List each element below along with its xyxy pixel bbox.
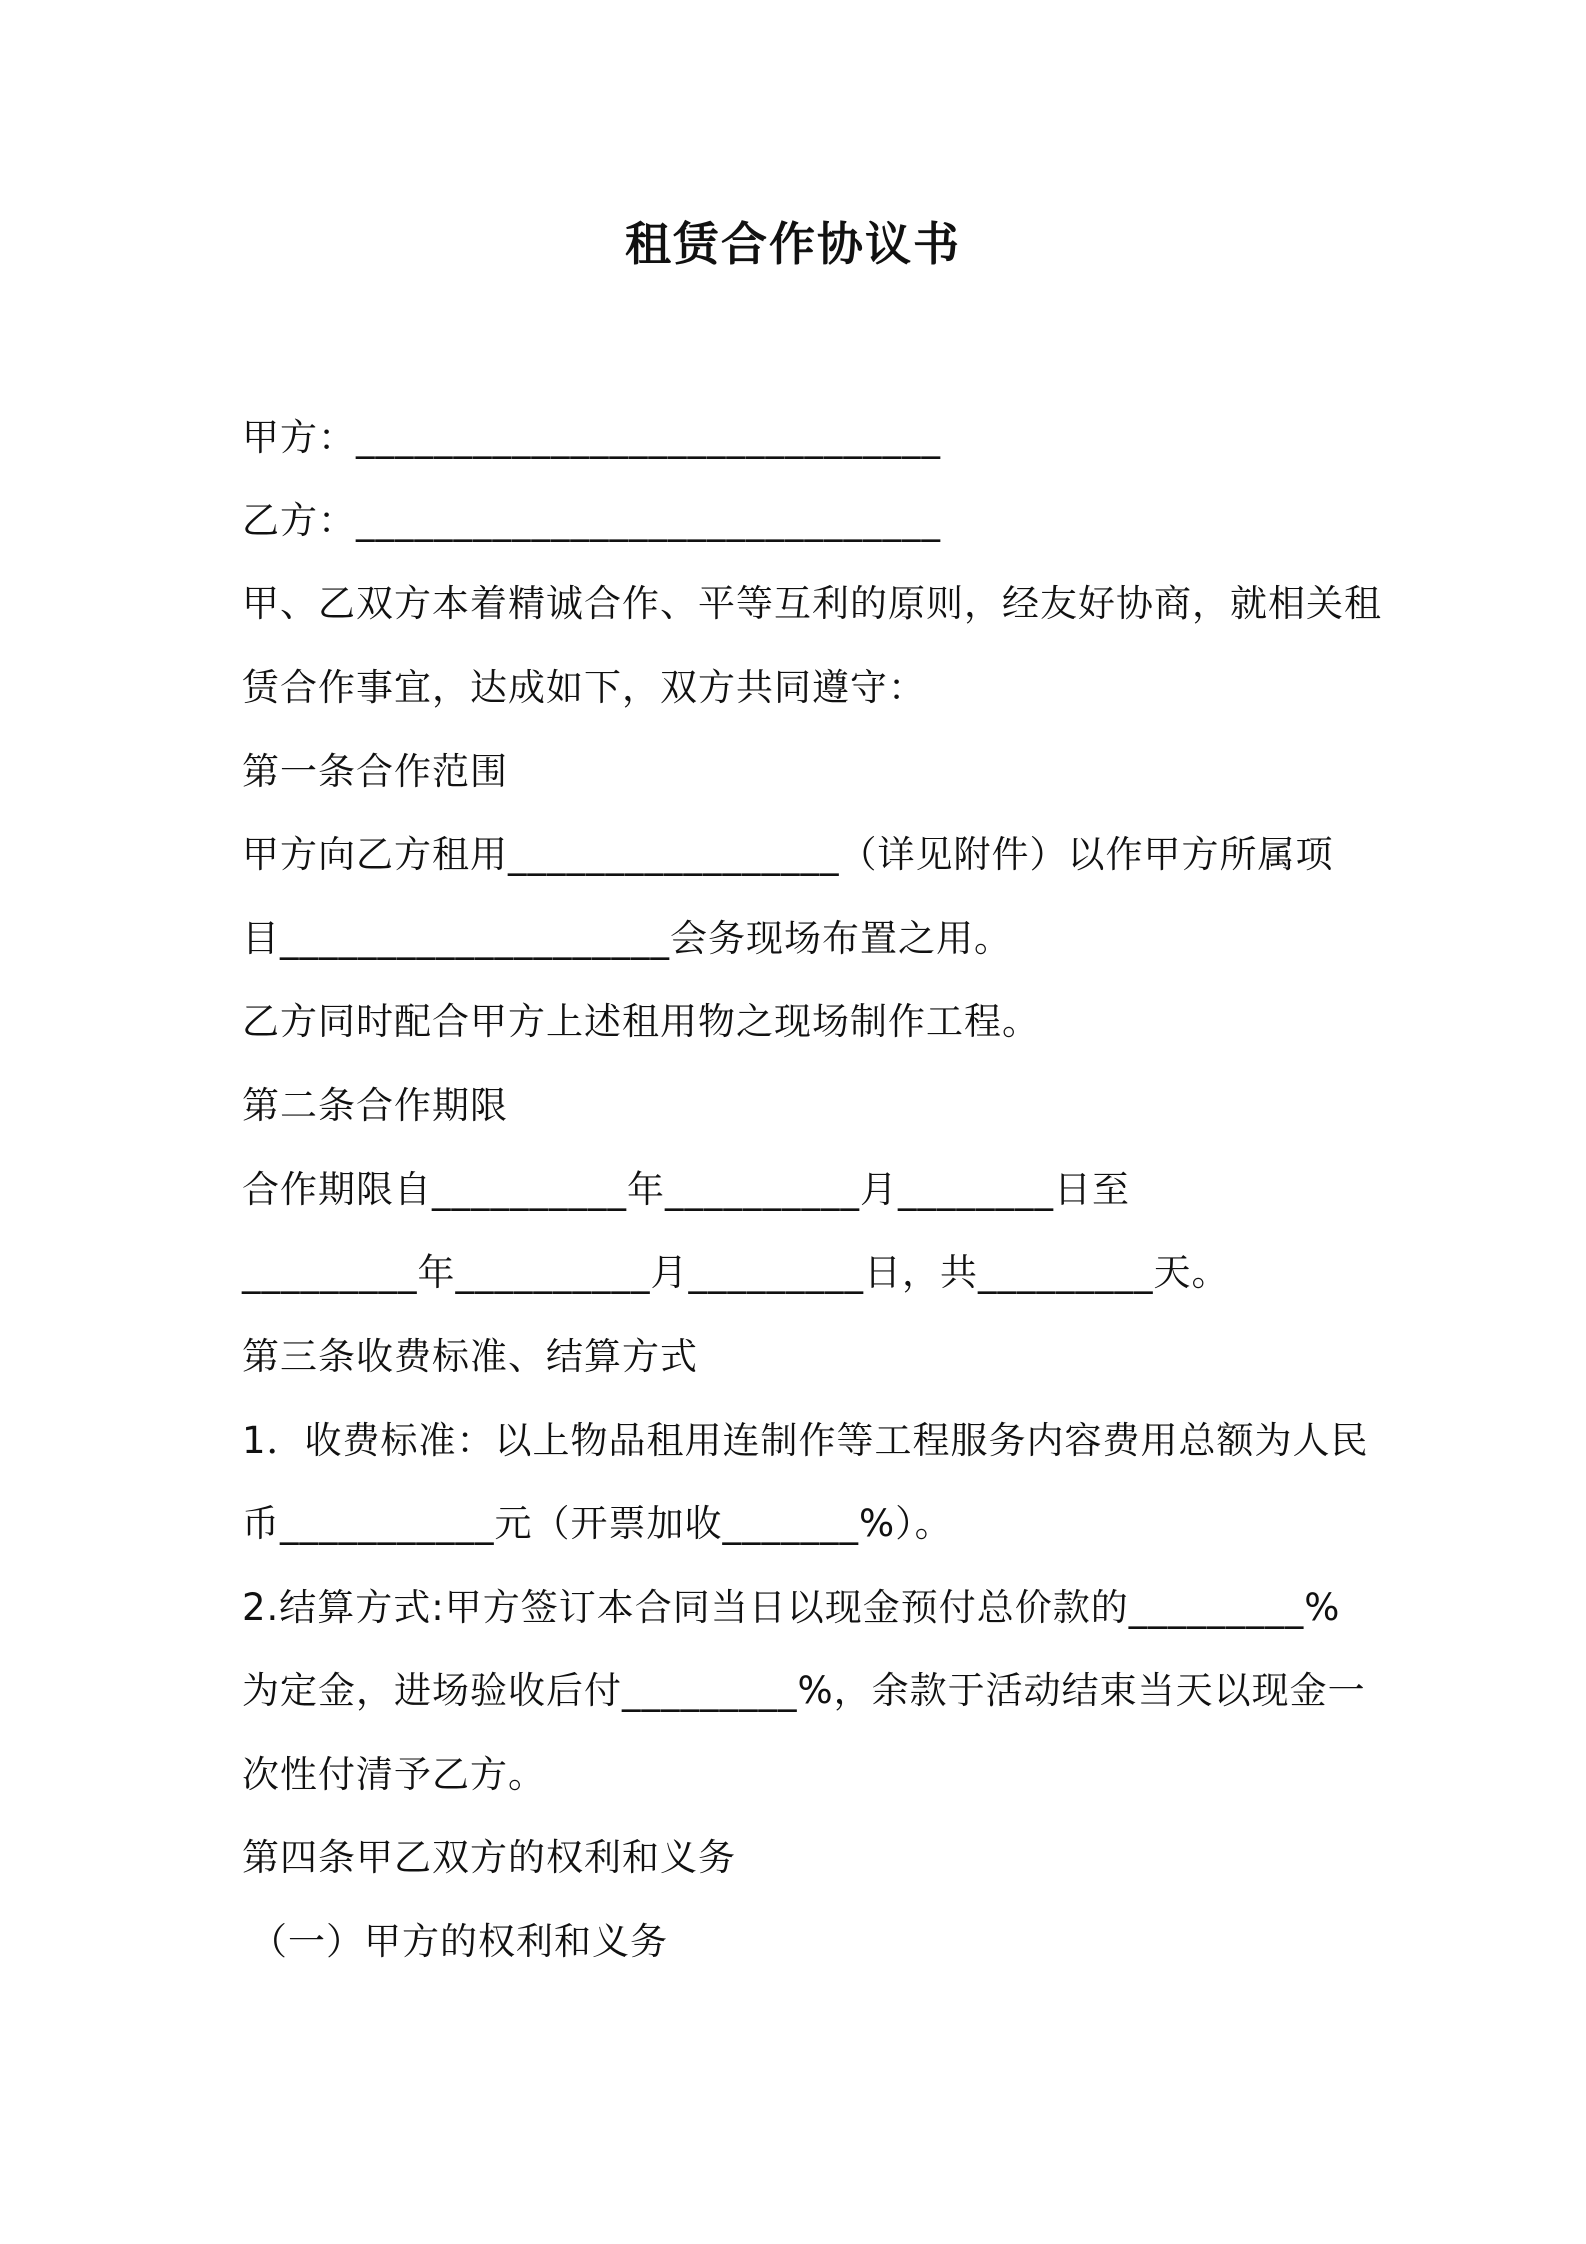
article-2-text-line-1: 合作期限自__________年__________月________日至 <box>242 1168 1130 1211</box>
settlement-line-3: 次性付清予乙方。 <box>242 1753 546 1796</box>
preamble-line-2: 赁合作事宜，达成如下，双方共同遵守： <box>242 666 926 709</box>
party-b-line: 乙方：______________________________ <box>242 499 941 542</box>
preamble-line-1: 甲、乙双方本着精诚合作、平等互利的原则，经友好协商，就相关租 <box>242 582 1382 625</box>
settlement-line-1: 2.结算方式:甲方签订本合同当日以现金预付总价款的_________% <box>242 1586 1341 1629</box>
party-a-line: 甲方：______________________________ <box>242 416 941 459</box>
article-3-heading: 第三条收费标准、结算方式 <box>242 1335 698 1378</box>
article-4-subheading: （一）甲方的权利和义务 <box>250 1920 668 1963</box>
document-title: 租赁合作协议书 <box>625 217 961 271</box>
article-1-heading: 第一条合作范围 <box>242 750 508 793</box>
settlement-line-2: 为定金，进场验收后付_________%，余款于活动结束当天以现金一 <box>242 1669 1366 1712</box>
article-1-text-line-3: 乙方同时配合甲方上述租用物之现场制作工程。 <box>242 1000 1040 1043</box>
article-2-text-line-2: _________年__________月_________日，共_________天。 <box>242 1251 1230 1294</box>
fee-standard-line-2: 币___________元（开票加收_______%）。 <box>242 1502 953 1545</box>
article-1-text-line-1: 甲方向乙方租用_________________（详见附件）以作甲方所属项 <box>242 833 1334 876</box>
article-4-heading: 第四条甲乙双方的权利和义务 <box>242 1836 736 1879</box>
fee-standard-line-1: 1．收费标准：以上物品租用连制作等工程服务内容费用总额为人民 <box>242 1419 1369 1462</box>
article-2-heading: 第二条合作期限 <box>242 1084 508 1127</box>
article-1-text-line-2: 目____________________会务现场布置之用。 <box>242 917 1012 960</box>
